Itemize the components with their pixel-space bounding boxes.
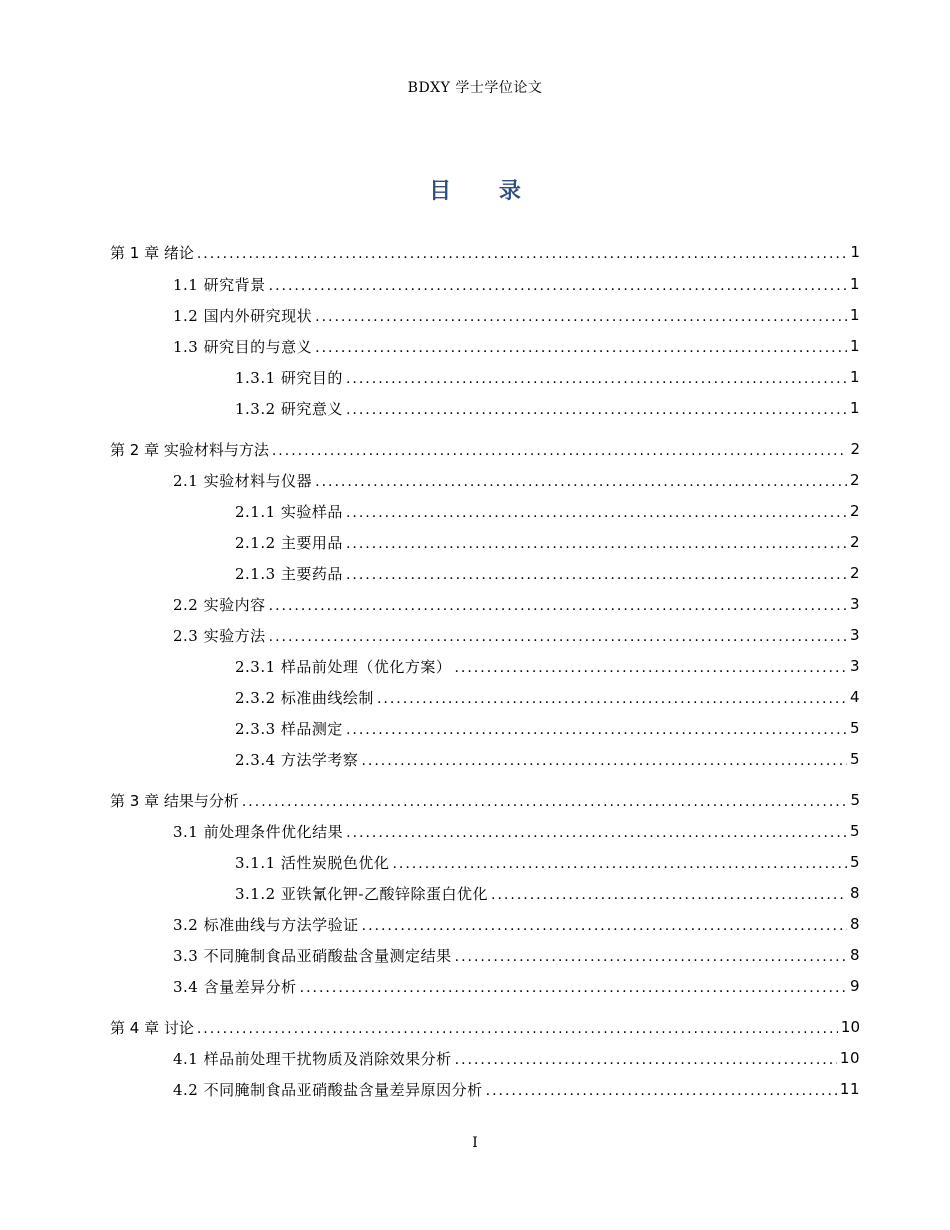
toc-entry-page: 2 xyxy=(849,502,860,520)
toc-chapter-entry[interactable] xyxy=(0,241,950,263)
toc-section-entry[interactable] xyxy=(0,335,950,357)
toc-section-entry[interactable] xyxy=(0,593,950,615)
toc-leader-dots xyxy=(300,980,847,996)
toc-section-entry[interactable] xyxy=(0,748,950,770)
toc-leader-dots xyxy=(346,371,847,387)
toc-entry-label: 3.3 不同腌制食品亚硝酸盐含量测定结果 xyxy=(173,946,452,965)
toc-entry-page: 8 xyxy=(849,915,860,933)
toc-section-entry[interactable] xyxy=(0,273,950,295)
toc-section-entry[interactable] xyxy=(0,562,950,584)
toc-leader-dots xyxy=(491,887,847,903)
toc-leader-dots xyxy=(315,474,847,490)
toc-entry-page: 1 xyxy=(849,399,860,417)
toc-entry-label: 第 1 章 绪论 xyxy=(110,243,194,262)
toc-entry-page: 10 xyxy=(840,1018,860,1036)
toc-section-entry[interactable] xyxy=(0,500,950,522)
toc-leader-dots xyxy=(455,1052,837,1068)
toc-section-entry[interactable] xyxy=(0,820,950,842)
toc-chapter-entry[interactable] xyxy=(0,789,950,811)
toc-entry-page: 5 xyxy=(850,791,860,809)
toc-entry-label: 3.1.1 活性炭脱色优化 xyxy=(235,853,390,872)
toc-leader-dots xyxy=(392,856,847,872)
toc-leader-dots xyxy=(197,1021,838,1037)
toc-entry-label: 2.1.2 主要用品 xyxy=(235,533,343,552)
toc-entry-label: 3.4 含量差异分析 xyxy=(173,977,297,996)
toc-entry-page: 8 xyxy=(849,946,860,964)
running-header: BDXY 学士学位论文 xyxy=(407,80,543,96)
toc-section-entry[interactable] xyxy=(0,944,950,966)
toc-leader-dots xyxy=(346,402,847,418)
toc-entry-label: 2.1.1 实验样品 xyxy=(235,502,343,521)
toc-section-entry[interactable] xyxy=(0,882,950,904)
toc-entry-label: 1.3 研究目的与意义 xyxy=(173,337,313,356)
toc-entry-label: 4.1 样品前处理干扰物质及消除效果分析 xyxy=(173,1049,452,1068)
toc-section-entry[interactable] xyxy=(0,851,950,873)
toc-leader-dots xyxy=(269,598,847,614)
toc-entry-page: 4 xyxy=(849,688,860,706)
toc-entry-label: 3.1 前处理条件优化结果 xyxy=(173,822,344,841)
toc-leader-dots xyxy=(361,753,847,769)
toc-entry-label: 3.2 标准曲线与方法学验证 xyxy=(173,915,359,934)
toc-entry-page: 5 xyxy=(849,822,860,840)
toc-section-entry[interactable] xyxy=(0,304,950,326)
toc-entry-page: 5 xyxy=(849,750,860,768)
toc-entry-page: 1 xyxy=(849,306,860,324)
toc-section-entry[interactable] xyxy=(0,366,950,388)
toc-leader-dots xyxy=(377,691,847,707)
toc-entry-page: 10 xyxy=(839,1049,860,1067)
toc-leader-dots xyxy=(242,794,848,810)
toc-section-entry[interactable] xyxy=(0,975,950,997)
toc-entry-page: 3 xyxy=(849,657,860,675)
toc-entry-label: 1.1 研究背景 xyxy=(173,275,266,294)
toc-entry-label: 2.3.1 样品前处理（优化方案） xyxy=(235,657,452,676)
toc-leader-dots xyxy=(362,918,847,934)
toc-section-entry[interactable] xyxy=(0,397,950,419)
toc-entry-page: 2 xyxy=(850,440,860,458)
toc-entry-label: 2.1.3 主要药品 xyxy=(235,564,343,583)
toc-leader-dots xyxy=(315,309,847,325)
page-number: I xyxy=(472,1135,478,1151)
toc-section-entry[interactable] xyxy=(0,913,950,935)
toc-entry-label: 1.3.1 研究目的 xyxy=(235,368,343,387)
toc-section-entry[interactable] xyxy=(0,624,950,646)
toc-section-entry[interactable] xyxy=(0,1078,950,1100)
toc-chapter-entry[interactable] xyxy=(0,438,950,460)
toc-entry-label: 2.3.2 标准曲线绘制 xyxy=(235,688,374,707)
toc-leader-dots xyxy=(486,1083,837,1099)
toc-entry-page: 8 xyxy=(849,884,860,902)
toc-section-entry[interactable] xyxy=(0,717,950,739)
toc-leader-dots xyxy=(346,536,847,552)
toc-entry-page: 1 xyxy=(849,337,860,355)
toc-entry-label: 2.1 实验材料与仪器 xyxy=(173,471,313,490)
toc-chapter-entry[interactable] xyxy=(0,1016,950,1038)
toc-leader-dots xyxy=(346,825,847,841)
toc-entry-page: 3 xyxy=(849,626,860,644)
toc-entry-page: 1 xyxy=(849,368,860,386)
toc-leader-dots xyxy=(346,722,847,738)
toc-leader-dots xyxy=(455,949,847,965)
toc-entry-page: 5 xyxy=(849,719,860,737)
toc-entry-page: 2 xyxy=(849,564,860,582)
toc-entry-page: 3 xyxy=(849,595,860,613)
toc-entry-page: 11 xyxy=(839,1080,860,1098)
toc-entry-label: 第 4 章 讨论 xyxy=(110,1018,194,1037)
toc-section-entry[interactable] xyxy=(0,655,950,677)
toc-entry-label: 第 2 章 实验材料与方法 xyxy=(110,440,269,459)
toc-leader-dots xyxy=(197,246,848,262)
toc-entry-label: 2.3 实验方法 xyxy=(173,626,266,645)
toc-leader-dots xyxy=(346,505,847,521)
toc-leader-dots xyxy=(346,567,847,583)
toc-leader-dots xyxy=(454,660,847,676)
toc-section-entry[interactable] xyxy=(0,1047,950,1069)
toc-entry-page: 2 xyxy=(849,471,860,489)
toc-leader-dots xyxy=(315,340,847,356)
toc-entry-page: 1 xyxy=(849,275,860,293)
toc-leader-dots xyxy=(269,629,847,645)
toc-entry-page: 2 xyxy=(849,533,860,551)
toc-entry-label: 第 3 章 结果与分析 xyxy=(110,791,239,810)
toc-section-entry[interactable] xyxy=(0,469,950,491)
toc-entry-label: 4.2 不同腌制食品亚硝酸盐含量差异原因分析 xyxy=(173,1080,483,1099)
toc-entry-label: 2.2 实验内容 xyxy=(173,595,266,614)
toc-entry-label: 2.3.4 方法学考察 xyxy=(235,750,359,769)
toc-entry-page: 5 xyxy=(849,853,860,871)
toc-leader-dots xyxy=(269,278,847,294)
toc-leader-dots xyxy=(272,443,848,459)
toc-title: 目 录 xyxy=(429,178,541,204)
toc-section-entry[interactable] xyxy=(0,531,950,553)
toc-entry-page: 9 xyxy=(849,977,860,995)
toc-entry-label: 2.3.3 样品测定 xyxy=(235,719,343,738)
toc-entry-label: 3.1.2 亚铁氰化钾-乙酸锌除蛋白优化 xyxy=(235,884,489,903)
toc-entry-label: 1.2 国内外研究现状 xyxy=(173,306,313,325)
toc-section-entry[interactable] xyxy=(0,686,950,708)
toc-entry-page: 1 xyxy=(850,243,860,261)
toc-entry-label: 1.3.2 研究意义 xyxy=(235,399,343,418)
